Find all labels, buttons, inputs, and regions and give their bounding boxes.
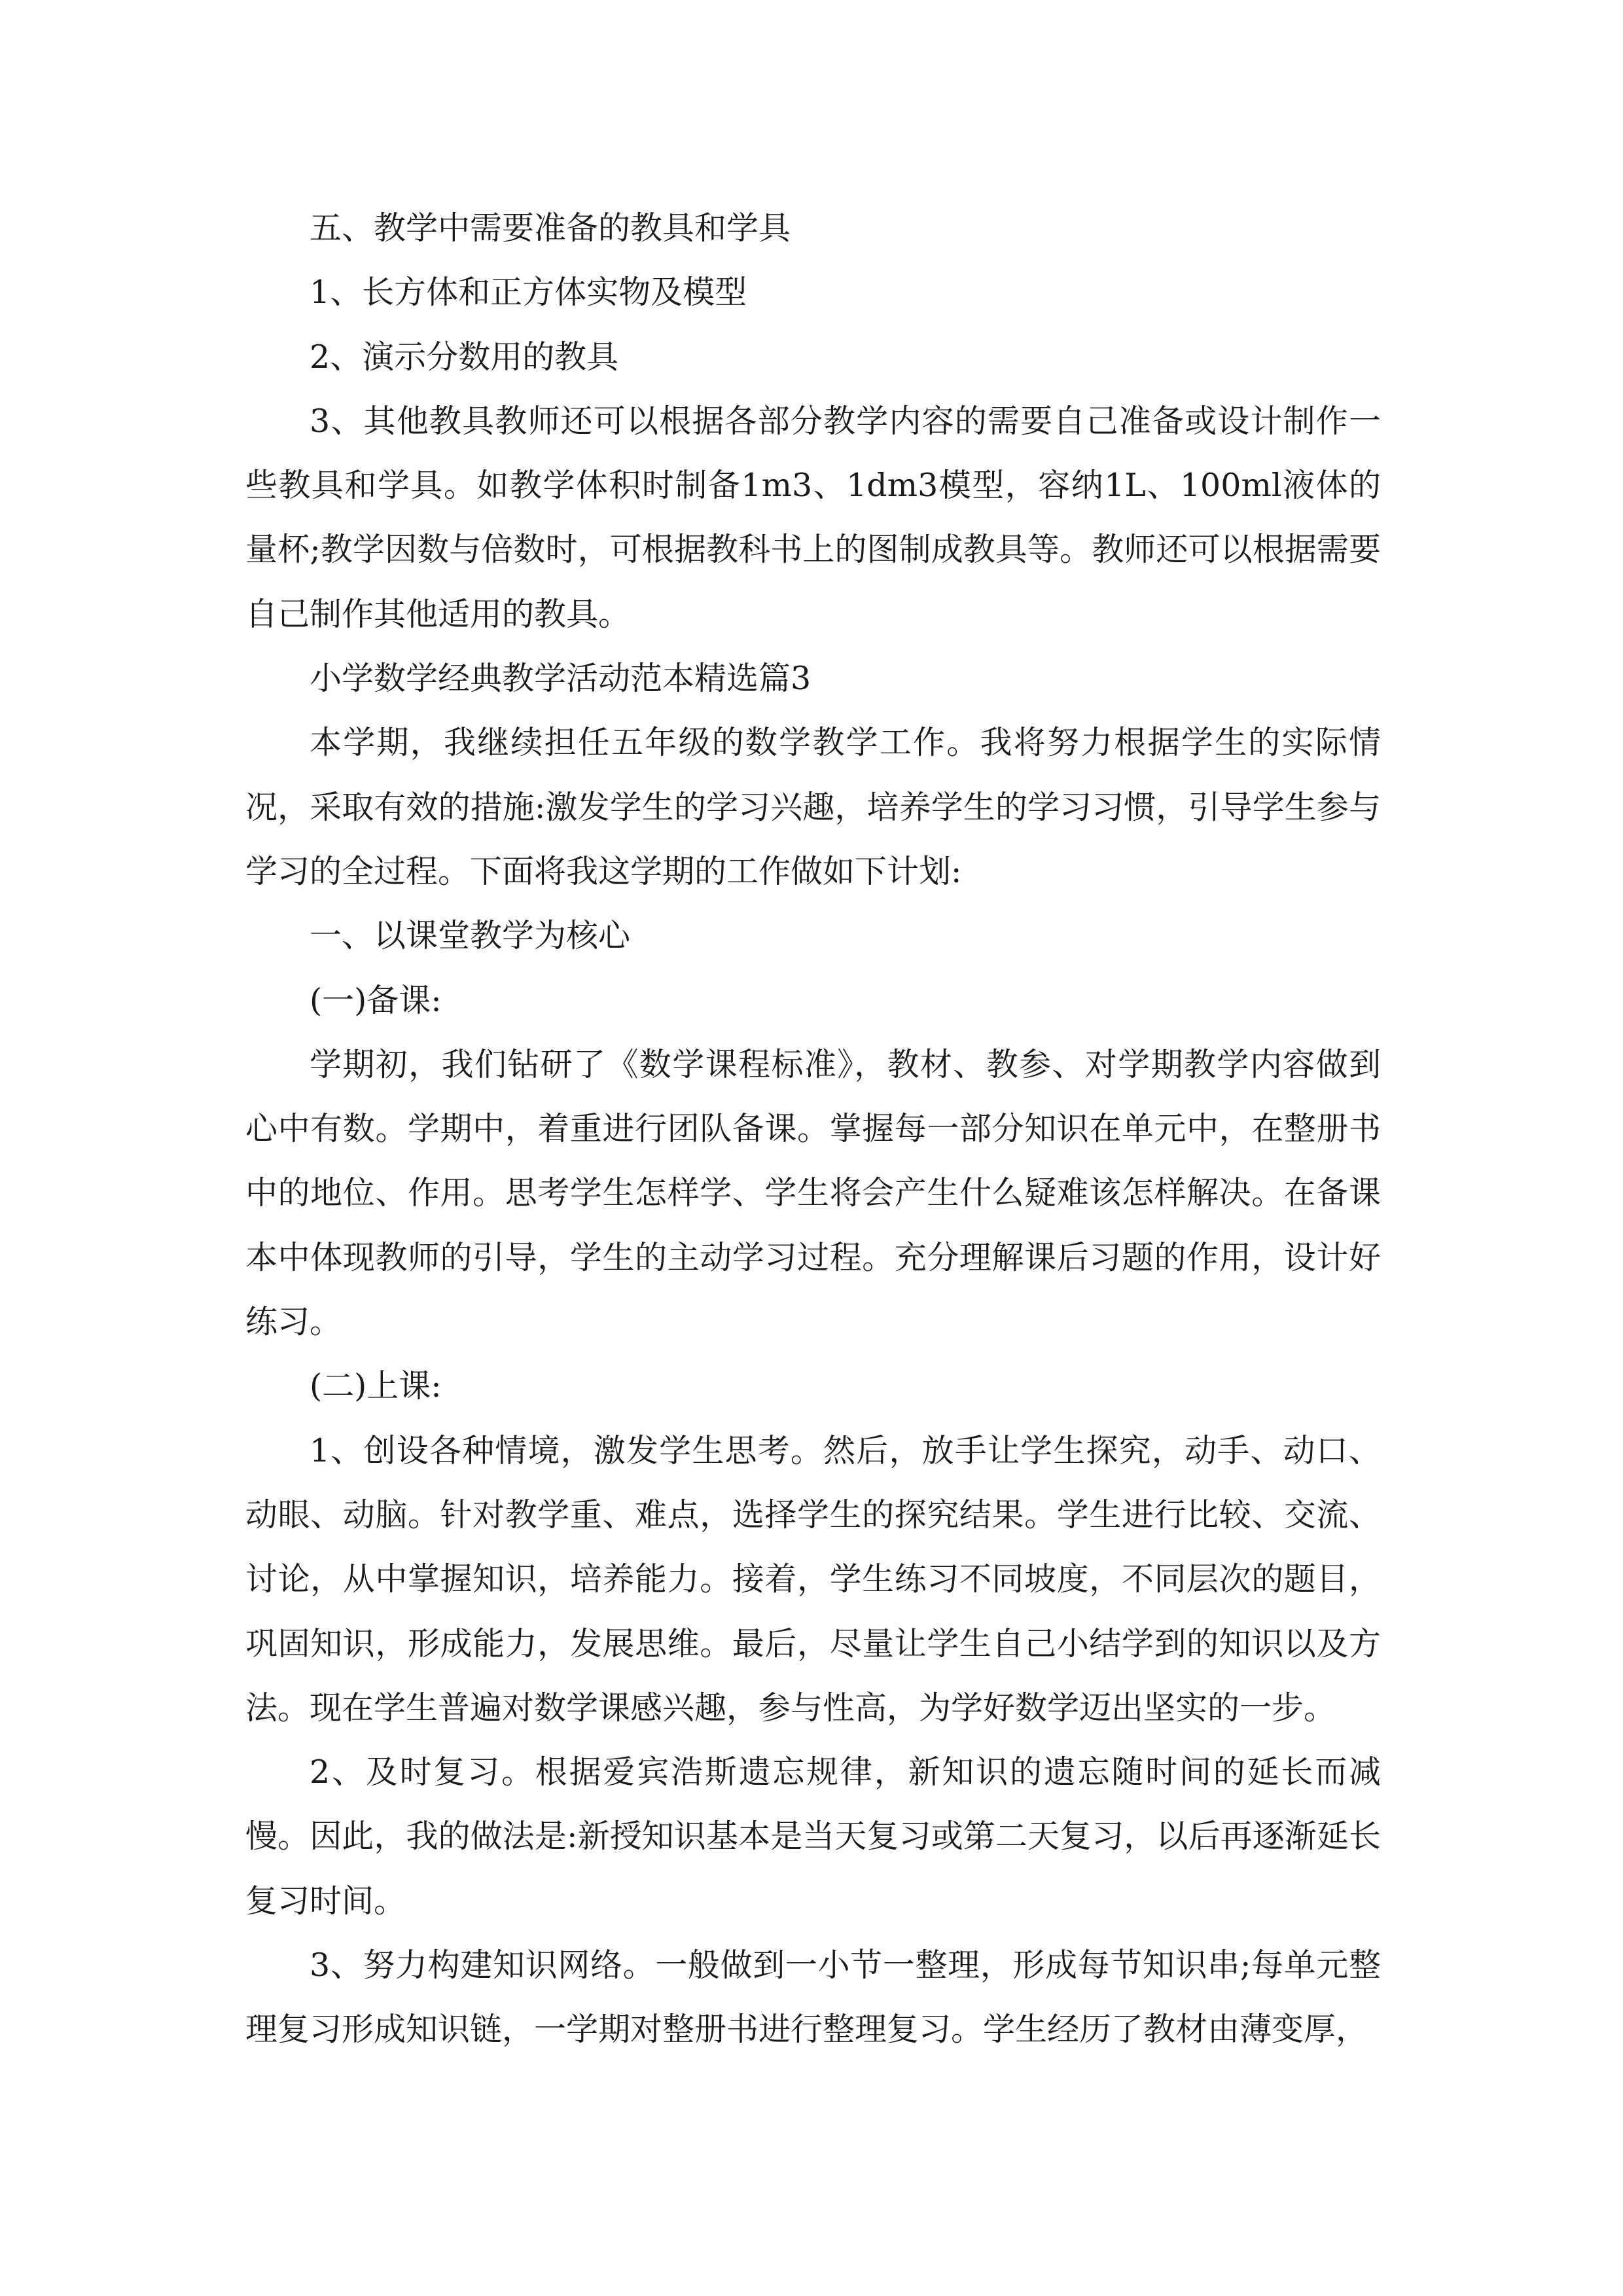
section-heading-classroom: 一、以课堂教学为核心 [310, 917, 631, 955]
section-heading-teaching-aids: 五、教学中需要准备的教具和学具 [310, 209, 791, 247]
subheading-teaching: (二)上课: [310, 1367, 442, 1405]
teaching-point-1: 1、创设各种情境，激发学生思考。然后，放手让学生探究，动手、动口、动眼、动脑。针对教学重、难点，选择学生的探究结果。学生进行比较、交流、讨论，从中掌握知识，培养能力。接着，学生练习不同坡度，不同层次的题目，巩固知识，形成能力，发展思维。最后，尽量让学生自己小结学到的知识以及方法。现在学生普遍对数学课感兴趣，参与性高，为学好数学迈出坚实的一步。 [245, 1431, 1381, 1727]
list-item-models: 1、长方体和正方体实物及模型 [310, 274, 747, 312]
intro-paragraph: 本学期，我继续担任五年级的数学教学工作。我将努力根据学生的实际情况，采取有效的措施:激发学生的学习兴趣，培养学生的学习习惯，引导学生参与学习的全过程。下面将我这学期的工作做如下计划: [245, 724, 1381, 890]
list-item-fraction-aids: 2、演示分数用的教具 [310, 338, 619, 376]
document-body [245, 196, 1381, 2062]
article-title: 小学数学经典教学活动范本精选篇3 [310, 660, 812, 698]
lesson-prep-paragraph: 学期初，我们钻研了《数学课程标准》，教材、教参、对学期教学内容做到心中有数。学期中，着重进行团队备课。掌握每一部分知识在单元中，在整册书中的地位、作用。思考学生怎样学、学生将会产生什么疑难该怎样解决。在备课本中体现教师的引导，学生的主动学习过程。充分理解课后习题的作用，设计好练习。 [245, 1045, 1381, 1341]
teaching-point-3: 3、努力构建知识网络。一般做到一小节一整理，形成每节知识串;每单元整理复习形成知识链，一学期对整册书进行整理复习。学生经历了教材由薄变厚， [245, 1946, 1381, 2049]
list-item-other-aids: 3、其他教具教师还可以根据各部分教学内容的需要自己准备或设计制作一些教具和学具。如教学体积时制备1m3、1dm3模型，容纳1L、100ml液体的量杯;教学因数与倍数时，可根据教科书上的图制成教具等。教师还可以根据需要自己制作其他适用的教具。 [245, 402, 1381, 633]
subheading-lesson-prep: (一)备课: [310, 981, 442, 1019]
teaching-point-2: 2、及时复习。根据爱宾浩斯遗忘规律，新知识的遗忘随时间的延长而减慢。因此，我的做法是:新授知识基本是当天复习或第二天复习，以后再逐渐延长复习时间。 [245, 1753, 1381, 1920]
